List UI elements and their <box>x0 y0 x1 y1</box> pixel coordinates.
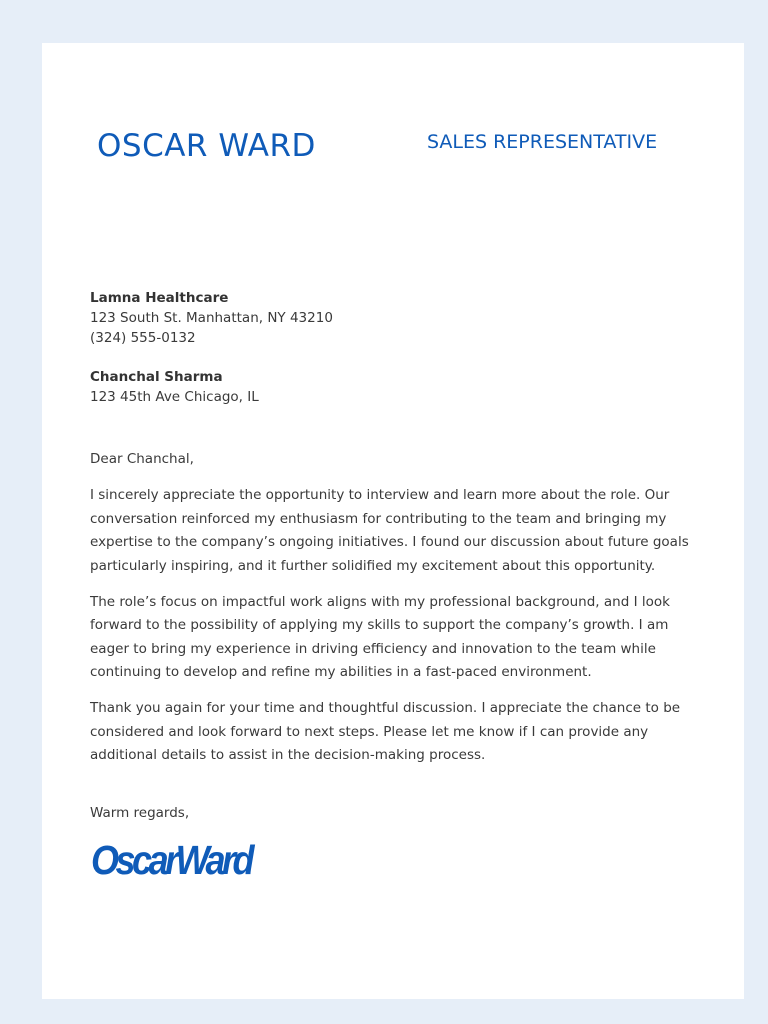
sender-phone: (324) 555-0132 <box>90 330 196 346</box>
sender-address: 123 South St. Manhattan, NY 43210 <box>90 310 333 326</box>
salutation: Dear Chanchal, <box>90 451 194 467</box>
recipient-name: Chanchal Sharma <box>90 369 223 385</box>
letter-body <box>90 448 690 780</box>
signature <box>89 833 319 883</box>
sender-name-heading: OSCAR WARD <box>97 128 316 164</box>
paragraph-2: The role’s focus on impactful work aligns with my professional background, and I look forward to the possibility of applying my skills to support the company’s growth. I am eager to bring my experience in driving efficiency and innovation to the team while continuing to develop and refine my abilities in a fast-paced environment. <box>90 593 670 680</box>
sender-block <box>90 288 333 348</box>
recipient-block <box>90 367 259 407</box>
job-title-heading: SALES REPRESENTATIVE <box>427 131 658 153</box>
letter-page <box>42 43 744 999</box>
closing: Warm regards, <box>90 805 190 821</box>
signature-text: OscarWard <box>91 837 256 883</box>
sender-company: Lamna Healthcare <box>90 290 229 306</box>
paragraph-1: I sincerely appreciate the opportunity to interview and learn more about the role. Our conversation reinforced my enthusiasm for contributing to the team and bringing my expertise to the company’s ongoing initiatives. I found our discussion about future goals particularly inspiring, and it further solidified my excitement about this opportunity. <box>90 487 689 574</box>
recipient-address: 123 45th Ave Chicago, IL <box>90 389 259 405</box>
paragraph-3: Thank you again for your time and thoughtful discussion. I appreciate the chance to be considered and look forward to next steps. Please let me know if I can provide any additional details to assist in the decision-making process. <box>90 700 681 763</box>
